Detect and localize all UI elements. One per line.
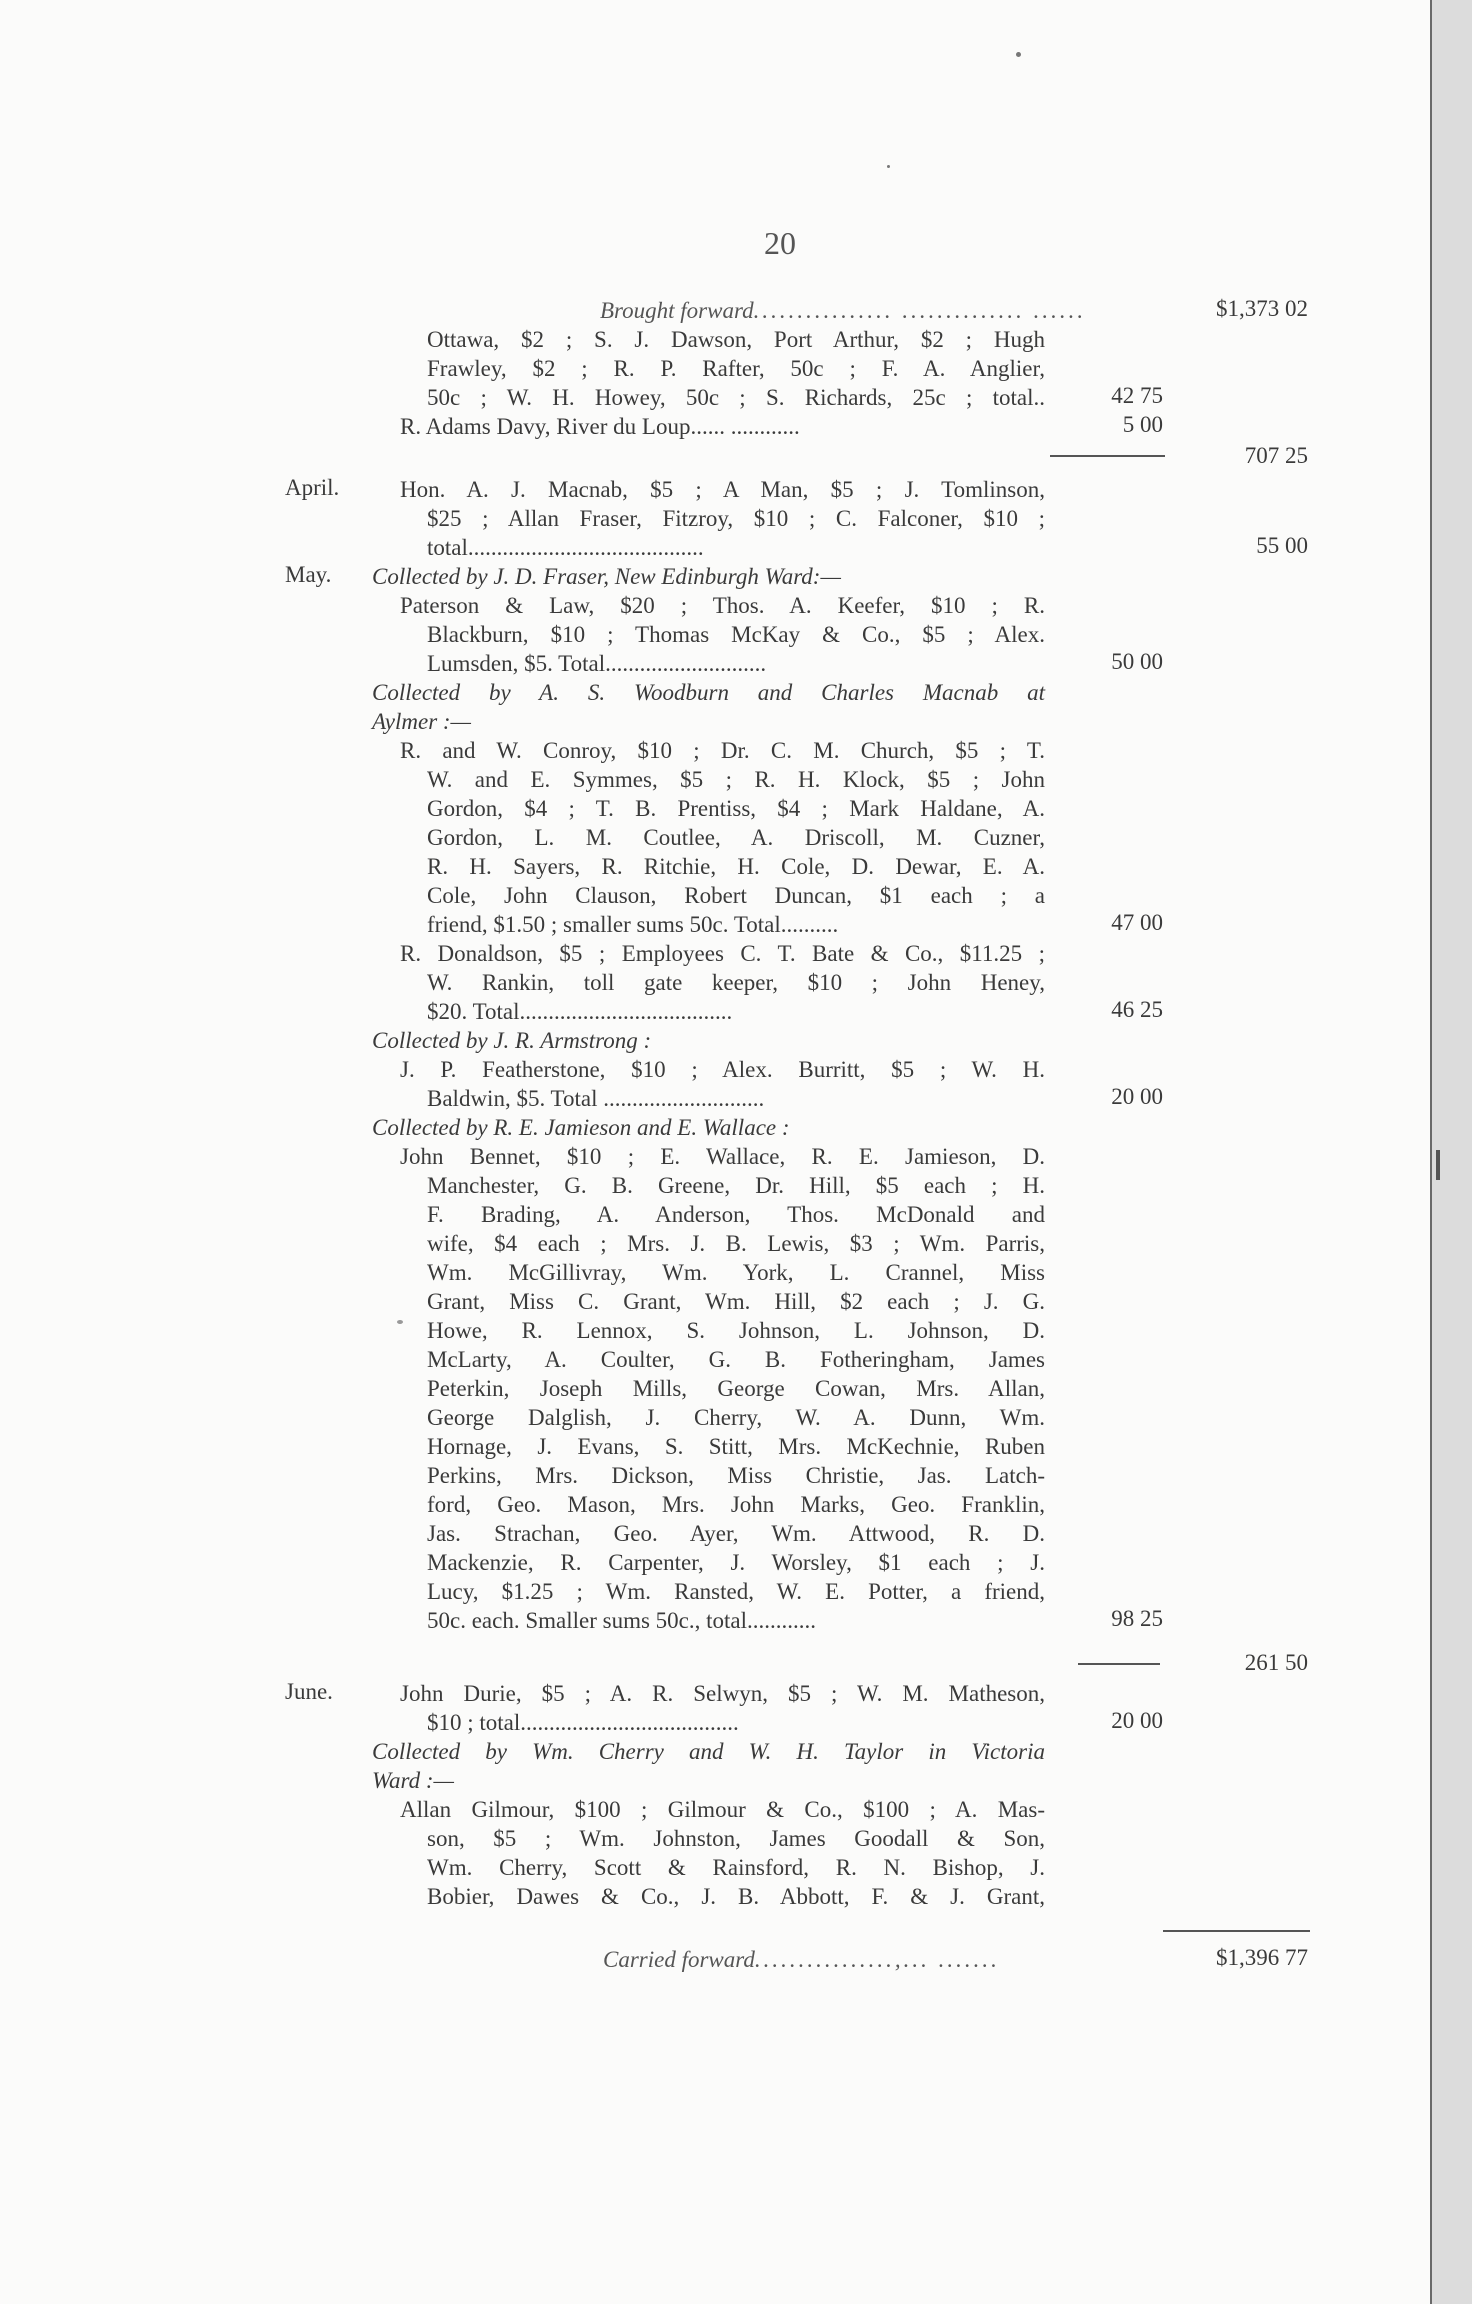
entry-line: R. Adams Davy, River du Loup...... ............ bbox=[400, 414, 800, 439]
entry-line: John Bennet, $10 ; E. Wallace, R. E. Jamieson, D. bbox=[400, 1144, 1045, 1169]
paper-speck bbox=[397, 1320, 403, 1324]
entry-line: Ottawa, $2 ; S. J. Dawson, Port Arthur, $2 ; Hugh bbox=[427, 327, 1045, 352]
entry-line: F. Brading, A. Anderson, Thos. McDonald and bbox=[427, 1202, 1045, 1227]
entry-line: 50c. each. Smaller sums 50c., total............ bbox=[427, 1608, 817, 1633]
entry-amount: 47 00 bbox=[1111, 910, 1163, 935]
entry-line: Wm. McGillivray, Wm. York, L. Crannel, Miss bbox=[427, 1260, 1045, 1285]
entry-line: Jas. Strachan, Geo. Ayer, Wm. Attwood, R. D. bbox=[427, 1521, 1045, 1546]
entry-line: $10 ; total...................................... bbox=[427, 1710, 739, 1735]
entry-line: J. P. Featherstone, $10 ; Alex. Burritt, $5 ; W. H. bbox=[400, 1057, 1045, 1082]
page-number: 20 bbox=[764, 225, 796, 261]
entry-line: Lumsden, $5. Total............................ bbox=[427, 651, 767, 676]
entry-line: wife, $4 each ; Mrs. J. B. Lewis, $3 ; Wm. Parris, bbox=[427, 1231, 1045, 1256]
subtotal-rule bbox=[1078, 1663, 1160, 1665]
entry-line: W. Rankin, toll gate keeper, $10 ; John Heney, bbox=[427, 970, 1045, 995]
entry-line: Perkins, Mrs. Dickson, Miss Christie, Jas. Latch- bbox=[427, 1463, 1045, 1488]
entry-line: ford, Geo. Mason, Mrs. John Marks, Geo. Franklin, bbox=[427, 1492, 1045, 1517]
entry-line: Grant, Miss C. Grant, Wm. Hill, $2 each ; J. G. bbox=[427, 1289, 1045, 1314]
collector-heading: Aylmer :— bbox=[372, 709, 472, 734]
collector-heading: Collected by J. D. Fraser, New Edinburgh Ward:— bbox=[372, 564, 841, 589]
entry-line: Manchester, G. B. Greene, Dr. Hill, $5 each ; H. bbox=[427, 1173, 1045, 1198]
entry-line: Frawley, $2 ; R. P. Rafter, 50c ; F. A. Anglier, bbox=[427, 356, 1045, 381]
entry-line: $20. Total..................................... bbox=[427, 999, 733, 1024]
brought-forward-label: Brought forward................ .............. ...... bbox=[600, 298, 1087, 323]
entry-line: 50c ; W. H. Howey, 50c ; S. Richards, 25c ; total.. bbox=[427, 385, 1045, 410]
entry-line: R. and W. Conroy, $10 ; Dr. C. M. Church, $5 ; T. bbox=[400, 738, 1045, 763]
entry-amount: 50 00 bbox=[1111, 649, 1163, 674]
entry-line: Mackenzie, R. Carpenter, J. Worsley, $1 each ; J. bbox=[427, 1550, 1045, 1575]
entry-line: Allan Gilmour, $100 ; Gilmour & Co., $100 ; A. Mas- bbox=[400, 1797, 1045, 1822]
entry-line: Peterkin, Joseph Mills, George Cowan, Mrs. Allan, bbox=[427, 1376, 1045, 1401]
month-label: April. bbox=[285, 475, 340, 500]
entry-line: Gordon, $4 ; T. B. Prentiss, $4 ; Mark Haldane, A. bbox=[427, 796, 1045, 821]
collector-heading: Collected by J. R. Armstrong : bbox=[372, 1028, 652, 1053]
entry-line: Blackburn, $10 ; Thomas McKay & Co., $5 ; Alex. bbox=[427, 622, 1045, 647]
collector-heading: Ward :— bbox=[372, 1768, 455, 1793]
entry-line: George Dalglish, J. Cherry, W. A. Dunn, Wm. bbox=[427, 1405, 1045, 1430]
carried-forward-amount: $1,396 77 bbox=[1216, 1945, 1308, 1970]
entry-line: Bobier, Dawes & Co., J. B. Abbott, F. & J. Grant, bbox=[427, 1884, 1045, 1909]
month-label: June. bbox=[285, 1679, 333, 1704]
entry-line: Wm. Cherry, Scott & Rainsford, R. N. Bishop, J. bbox=[427, 1855, 1045, 1880]
paper-speck bbox=[887, 165, 890, 168]
entry-amount: 42 75 bbox=[1111, 383, 1163, 408]
paper-speck bbox=[1016, 52, 1021, 57]
entry-line: Lucy, $1.25 ; Wm. Ransted, W. E. Potter, a friend, bbox=[427, 1579, 1045, 1604]
entry-amount: 20 00 bbox=[1111, 1708, 1163, 1733]
collector-heading: Collected by A. S. Woodburn and Charles Macnab at bbox=[372, 680, 1045, 705]
entry-line: Howe, R. Lennox, S. Johnson, L. Johnson, D. bbox=[427, 1318, 1045, 1343]
entry-line: son, $5 ; Wm. Johnston, James Goodall & Son, bbox=[427, 1826, 1045, 1851]
subtotal-rule bbox=[1050, 455, 1165, 457]
subtotal-amount: 707 25 bbox=[1244, 443, 1308, 468]
entry-line: W. and E. Symmes, $5 ; R. H. Klock, $5 ; John bbox=[427, 767, 1045, 792]
entry-amount: 5 00 bbox=[1122, 412, 1163, 437]
carried-forward-rule bbox=[1163, 1930, 1310, 1932]
entry-line: John Durie, $5 ; A. R. Selwyn, $5 ; W. M. Matheson, bbox=[400, 1681, 1045, 1706]
entry-line: total......................................... bbox=[427, 535, 704, 560]
month-label: May. bbox=[285, 562, 332, 587]
entry-line: R. H. Sayers, R. Ritchie, H. Cole, D. Dewar, E. A. bbox=[427, 854, 1045, 879]
entry-line: Cole, John Clauson, Robert Duncan, $1 each ; a bbox=[427, 883, 1045, 908]
entry-line: Gordon, L. M. Coutlee, A. Driscoll, M. Cuzner, bbox=[427, 825, 1045, 850]
entry-line: McLarty, A. Coulter, G. B. Fotheringham, James bbox=[427, 1347, 1045, 1372]
entry-line: Baldwin, $5. Total ............................ bbox=[427, 1086, 765, 1111]
collector-heading: Collected by Wm. Cherry and W. H. Taylor in Victoria bbox=[372, 1739, 1045, 1764]
may-total: 261 50 bbox=[1244, 1650, 1308, 1675]
entry-line: Paterson & Law, $20 ; Thos. A. Keefer, $10 ; R. bbox=[400, 593, 1045, 618]
entry-amount: 20 00 bbox=[1111, 1084, 1163, 1109]
entry-amount: 98 25 bbox=[1111, 1606, 1163, 1631]
page-edge-notch bbox=[1436, 1150, 1440, 1180]
collector-heading: Collected by R. E. Jamieson and E. Wallace : bbox=[372, 1115, 790, 1140]
brought-forward-amount: $1,373 02 bbox=[1216, 296, 1308, 321]
april-total: 55 00 bbox=[1256, 533, 1308, 558]
carried-forward-label: Carried forward................,... ....... bbox=[603, 1947, 1000, 1972]
entry-line: R. Donaldson, $5 ; Employees C. T. Bate & Co., $11.25 ; bbox=[400, 941, 1045, 966]
entry-line: Hornage, J. Evans, S. Stitt, Mrs. McKechnie, Ruben bbox=[427, 1434, 1045, 1459]
entry-line: $25 ; Allan Fraser, Fitzroy, $10 ; C. Falconer, $10 ; bbox=[427, 506, 1045, 531]
entry-line: friend, $1.50 ; smaller sums 50c. Total.......... bbox=[427, 912, 839, 937]
entry-amount: 46 25 bbox=[1111, 997, 1163, 1022]
entry-line: Hon. A. J. Macnab, $5 ; A Man, $5 ; J. Tomlinson, bbox=[400, 477, 1045, 502]
